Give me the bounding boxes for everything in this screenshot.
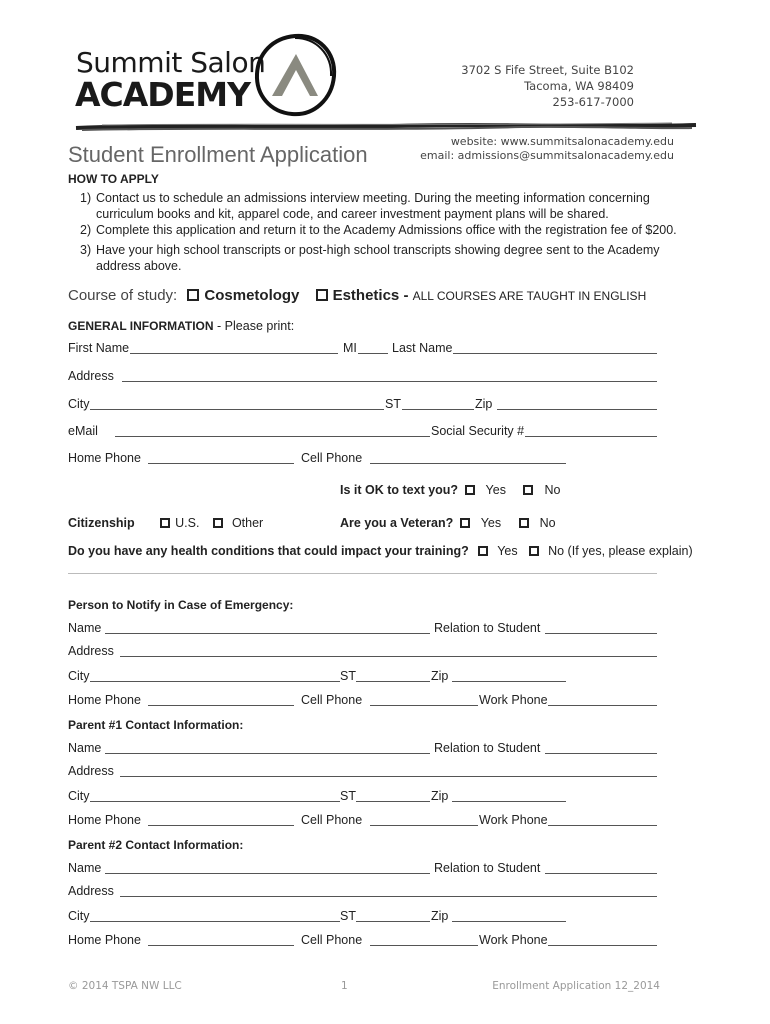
emergency-cell-phone-field[interactable] [370, 705, 478, 706]
logo-mountain-icon [252, 32, 338, 118]
text-yes-label: Yes [485, 483, 506, 497]
home-phone-label: Home Phone [68, 451, 141, 465]
cosmetology-checkbox[interactable] [187, 289, 199, 301]
emergency-zip-field[interactable] [452, 681, 566, 682]
email-label: eMail [68, 424, 98, 438]
emergency-work-phone-field[interactable] [548, 705, 657, 706]
step-1 [80, 191, 700, 222]
text-yes-checkbox[interactable] [465, 485, 475, 495]
step-2-line1: Complete this application and return it to the Academy Admissions office with the registration fee of $200. [96, 223, 677, 237]
step-1-line2: curriculum books and kit, apparel code, and career investment payment plans will be shared. [96, 206, 609, 221]
emergency-relation-label: Relation to Student [434, 621, 541, 635]
footer-page-number: 1 [341, 980, 348, 992]
text-ok-row [340, 483, 560, 497]
address-block [461, 62, 634, 110]
city-label: City [68, 397, 90, 411]
website-text: website: www.summitsalonacademy.edu [450, 135, 674, 148]
health-no-checkbox[interactable] [529, 546, 539, 556]
address-line1: 3702 S Fife Street, Suite B102 [461, 63, 634, 77]
esthetics-label: Esthetics - [332, 287, 409, 304]
parent1-cell-phone-label: Cell Phone [301, 813, 363, 827]
parent2-home-phone-label: Home Phone [68, 933, 141, 947]
first-name-field[interactable] [130, 353, 338, 354]
parent1-name-field[interactable] [105, 753, 430, 754]
cell-phone-field[interactable] [370, 463, 566, 464]
parent1-address-field[interactable] [120, 776, 657, 777]
step-3-line2: address above. [96, 258, 182, 273]
emergency-zip-label: Zip [431, 669, 449, 683]
zip-label: Zip [475, 397, 493, 411]
parent2-address-label: Address [68, 884, 114, 898]
emergency-city-field[interactable] [90, 681, 340, 682]
emergency-work-phone-label: Work Phone [479, 693, 548, 707]
parent2-zip-field[interactable] [452, 921, 566, 922]
emergency-address-field[interactable] [120, 656, 657, 657]
veteran-no-checkbox[interactable] [519, 518, 529, 528]
cosmetology-label: Cosmetology [204, 287, 300, 304]
citizenship-us-label: U.S. [175, 516, 200, 530]
parent1-work-phone-field[interactable] [548, 825, 657, 826]
emergency-name-label: Name [68, 621, 102, 635]
citizenship-other-label: Other [231, 516, 264, 530]
first-name-label: First Name [68, 341, 130, 355]
parent1-name-label: Name [68, 741, 102, 755]
veteran-yes-label: Yes [480, 516, 502, 530]
health-no-label: No (If yes, please explain) [548, 544, 693, 558]
ssn-label: Social Security # [431, 424, 525, 438]
health-row [68, 544, 693, 558]
parent2-home-phone-field[interactable] [148, 945, 294, 946]
esthetics-checkbox[interactable] [316, 289, 328, 301]
mi-label: MI [343, 341, 357, 355]
veteran-yes-checkbox[interactable] [460, 518, 470, 528]
parent2-address-field[interactable] [120, 896, 657, 897]
parent1-st-label: ST [340, 789, 356, 803]
parent1-heading: Parent #1 Contact Information: [68, 718, 244, 732]
emergency-relation-field[interactable] [545, 633, 657, 634]
parent2-cell-phone-field[interactable] [370, 945, 478, 946]
veteran-row [340, 516, 556, 530]
emergency-st-field[interactable] [356, 681, 430, 682]
address-label: Address [68, 369, 114, 383]
address-line2: Tacoma, WA 98409 [524, 79, 634, 93]
address-field[interactable] [122, 381, 657, 382]
parent1-home-phone-field[interactable] [148, 825, 294, 826]
parent1-city-label: City [68, 789, 90, 803]
email-field[interactable] [115, 436, 430, 437]
parent1-relation-label: Relation to Student [434, 741, 541, 755]
ssn-field[interactable] [525, 436, 657, 437]
step-3-num: 3) [80, 243, 92, 257]
step-3-line1: Have your high school transcripts or post-high school transcripts showing degree sent to the Academy [96, 243, 660, 257]
parent2-name-field[interactable] [105, 873, 430, 874]
health-explain-field[interactable] [68, 573, 657, 574]
footer-copyright: © 2014 TSPA NW LLC [68, 980, 182, 992]
footer-doc-id: Enrollment Application 12_2014 [492, 980, 660, 992]
emergency-city-label: City [68, 669, 90, 683]
email-text: email: admissions@summitsalonacademy.edu [420, 149, 674, 162]
brush-divider [72, 120, 700, 134]
emergency-home-phone-label: Home Phone [68, 693, 141, 707]
parent2-city-field[interactable] [90, 921, 340, 922]
cell-phone-label: Cell Phone [301, 451, 363, 465]
parent1-zip-label: Zip [431, 789, 449, 803]
health-yes-checkbox[interactable] [478, 546, 488, 556]
zip-field[interactable] [497, 409, 657, 410]
city-field[interactable] [90, 409, 384, 410]
step-2 [80, 223, 700, 239]
citizenship-us-checkbox[interactable] [160, 518, 170, 528]
mi-field[interactable] [358, 353, 388, 354]
step-2-num: 2) [80, 223, 92, 237]
emergency-heading: Person to Notify in Case of Emergency: [68, 598, 294, 612]
emergency-address-label: Address [68, 644, 114, 658]
parent2-st-field[interactable] [356, 921, 430, 922]
home-phone-field[interactable] [148, 463, 294, 464]
course-label: Course of study: [68, 287, 178, 304]
parent1-work-phone-label: Work Phone [479, 813, 548, 827]
last-name-field[interactable] [453, 353, 657, 354]
parent2-city-label: City [68, 909, 90, 923]
veteran-question: Are you a Veteran? [340, 516, 454, 530]
parent1-cell-phone-field[interactable] [370, 825, 478, 826]
st-field[interactable] [402, 409, 474, 410]
text-ok-question: Is it OK to text you? [340, 483, 459, 497]
how-to-apply-heading: HOW TO APPLY [68, 172, 159, 186]
parent1-address-label: Address [68, 764, 114, 778]
health-yes-label: Yes [497, 544, 518, 558]
step-1-line1: Contact us to schedule an admissions interview meeting. During the meeting information concerning [96, 191, 650, 205]
parent2-name-label: Name [68, 861, 102, 875]
citizenship-row [68, 516, 263, 530]
parent2-cell-phone-label: Cell Phone [301, 933, 363, 947]
course-note: ALL COURSES ARE TAUGHT IN ENGLISH [412, 289, 647, 303]
page-title: Student Enrollment Application [68, 142, 368, 167]
parent1-home-phone-label: Home Phone [68, 813, 141, 827]
contact-web [420, 135, 674, 163]
veteran-no-label: No [539, 516, 556, 530]
parent1-relation-field[interactable] [545, 753, 657, 754]
emergency-st-label: ST [340, 669, 356, 683]
citizenship-label: Citizenship [68, 516, 135, 530]
last-name-label: Last Name [392, 341, 453, 355]
general-heading-row [68, 319, 294, 333]
emergency-home-phone-field[interactable] [148, 705, 294, 706]
emergency-cell-phone-label: Cell Phone [301, 693, 363, 707]
parent2-work-phone-field[interactable] [548, 945, 657, 946]
text-no-checkbox[interactable] [523, 485, 533, 495]
step-3 [80, 243, 700, 274]
parent2-relation-label: Relation to Student [434, 861, 541, 875]
emergency-name-field[interactable] [105, 633, 430, 634]
step-1-num: 1) [80, 191, 92, 205]
general-sub: - Please print: [217, 319, 295, 333]
parent2-heading: Parent #2 Contact Information: [68, 838, 244, 852]
parent1-zip-field[interactable] [452, 801, 566, 802]
general-heading: GENERAL INFORMATION [68, 319, 214, 333]
text-no-label: No [544, 483, 561, 497]
parent2-st-label: ST [340, 909, 356, 923]
parent2-relation-field[interactable] [545, 873, 657, 874]
citizenship-other-checkbox[interactable] [213, 518, 223, 528]
parent2-work-phone-label: Work Phone [479, 933, 548, 947]
parent1-city-field[interactable] [90, 801, 340, 802]
address-phone: 253-617-7000 [552, 95, 634, 109]
logo-line1: Summit Salon [76, 46, 266, 79]
course-row [68, 287, 646, 304]
parent1-st-field[interactable] [356, 801, 430, 802]
st-label: ST [385, 397, 401, 411]
parent2-zip-label: Zip [431, 909, 449, 923]
logo-line2: ACADEMY [75, 75, 250, 114]
health-question: Do you have any health conditions that could impact your training? [68, 544, 469, 558]
